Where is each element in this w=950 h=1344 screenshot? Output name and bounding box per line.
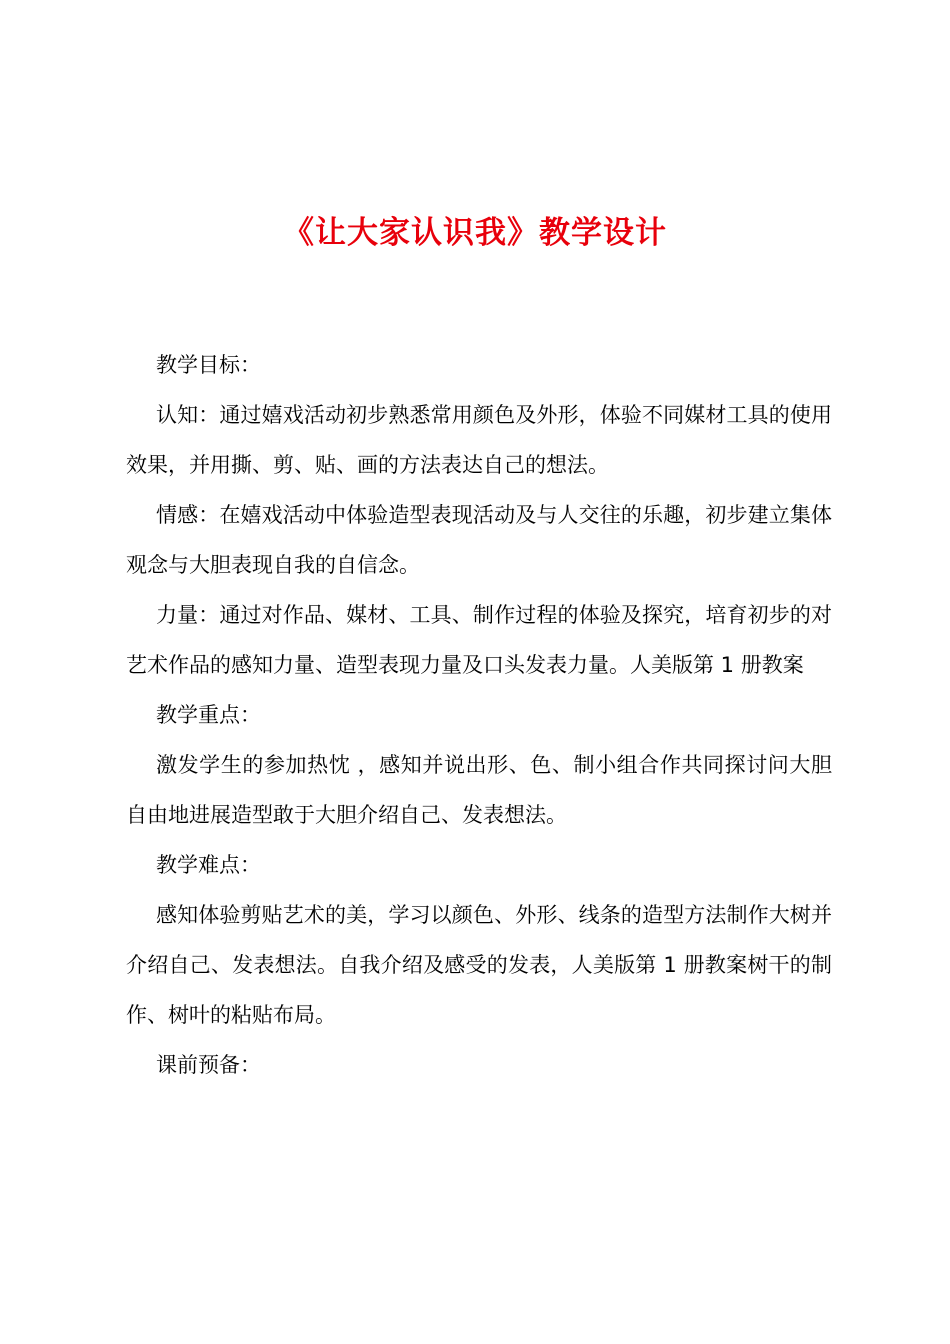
paragraph-ability: 力量：通过对作品、媒材、工具、制作过程的体验及探究，培育初步的对艺术作品的感知力量、造型表现力量及口头发表力量。人美版第 1 册教案 xyxy=(126,603,832,677)
heading-key-points: 教学重点： xyxy=(156,703,261,727)
paragraph-emotion: 情感：在嬉戏活动中体验造型表现活动及与人交往的乐趣，初步建立集体观念与大胆表现自我的自信念。 xyxy=(126,503,832,577)
paragraph-key-points: 激发学生的参加热忱 ，感知并说出形、色、制小组合作共同探讨问大胆自由地进展造型敢于大胆介绍自己、发表想法。 xyxy=(126,753,832,827)
document-title: 《让大家认识我》教学设计 xyxy=(283,215,667,251)
document-body xyxy=(126,340,832,1090)
paragraph-difficulties: 感知体验剪贴艺术的美，学习以颜色、外形、线条的造型方法制作大树并介绍自己、发表想法。自我介绍及感受的发表，人美版第 1 册教案树干的制作、树叶的粘贴布局。 xyxy=(126,903,832,1027)
heading-difficulties: 教学难点： xyxy=(156,853,261,877)
heading-preparation: 课前预备： xyxy=(156,1053,261,1077)
heading-teaching-goals: 教学目标： xyxy=(156,353,261,377)
paragraph-cognition: 认知：通过嬉戏活动初步熟悉常用颜色及外形，体验不同媒材工具的使用效果，并用撕、剪、贴、画的方法表达自己的想法。 xyxy=(126,403,832,477)
